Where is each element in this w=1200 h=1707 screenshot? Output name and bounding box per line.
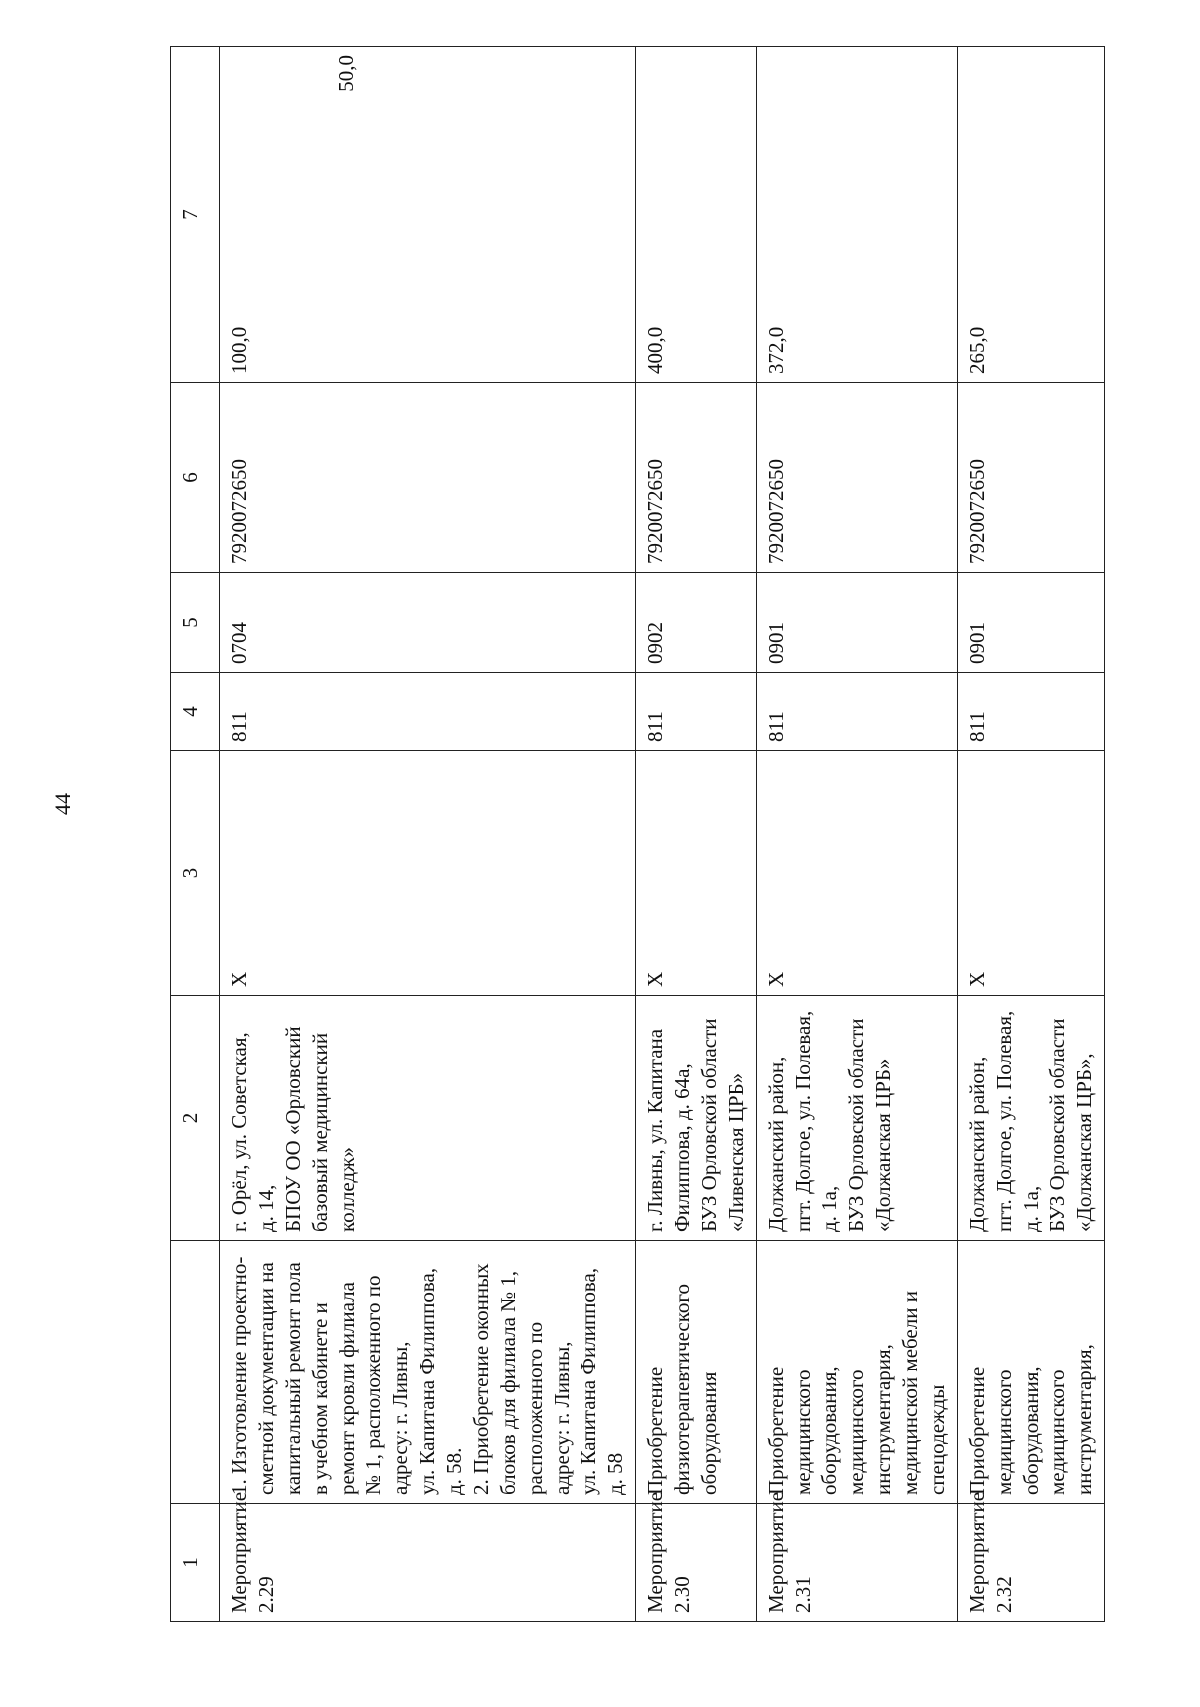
description-cell-line: оборудования <box>696 1371 721 1495</box>
col6-cell: 7920072650 <box>636 383 757 573</box>
col3-cell: Х <box>957 751 1104 996</box>
description-cell-line: медицинской мебели и <box>898 1291 922 1495</box>
description-cell-line: 1. Изготовление проектно- <box>227 1256 251 1495</box>
location-cell-line: г. Ливны, ул. Капитана <box>643 1028 668 1232</box>
amount-value: 100,0 <box>227 326 251 374</box>
header-cell <box>171 1241 220 1504</box>
description-cell-line: медицинского <box>790 1369 815 1495</box>
amount-value: 50,0 <box>333 55 358 92</box>
col5-cell: 0704 <box>220 573 636 673</box>
description-cell-line: расположенного по <box>522 1321 547 1495</box>
event-cell-line: Мероприятие <box>964 1491 989 1613</box>
description-cell <box>220 1241 636 1504</box>
amount-cell <box>756 47 957 383</box>
location-cell-line: пгт. Долгое, ул. Полевая, <box>790 1010 815 1232</box>
description-cell <box>957 1241 1104 1504</box>
amount-cell <box>636 47 757 383</box>
col5-cell: 0901 <box>957 573 1104 673</box>
event-cell-line: Мероприятие <box>643 1491 668 1613</box>
col3-cell: Х <box>220 751 636 996</box>
description-cell-line: инструментария, <box>871 1344 896 1495</box>
col6-cell: 7920072650 <box>957 383 1104 573</box>
description-cell-line: 2. Приобретение оконных <box>468 1263 493 1495</box>
col6-cell: 7920072650 <box>220 383 636 573</box>
event-cell-line: Мероприятие <box>227 1491 251 1613</box>
location-cell-line: д. 1а, <box>817 1185 842 1232</box>
amount-cell <box>957 47 1104 383</box>
location-cell-line: «Должанская ЦРБ», <box>1072 1053 1097 1232</box>
amount-value: 400,0 <box>643 326 668 374</box>
description-cell-line: капитальный ремонт пола <box>280 1262 305 1495</box>
event-cell <box>957 1491 1104 1622</box>
col5-cell: 0901 <box>756 573 957 673</box>
description-cell-line: сметной документации на <box>253 1262 278 1495</box>
location-cell-line: Должанский район, <box>763 1056 788 1232</box>
description-cell-line: оборудования, <box>817 1366 842 1495</box>
location-cell <box>220 996 636 1241</box>
description-cell-line: в учебном кабинете и <box>307 1302 332 1495</box>
description-cell-line: инструментария, <box>1072 1344 1097 1495</box>
location-cell <box>756 996 957 1241</box>
location-cell-line: БУЗ Орловской области <box>844 1018 869 1232</box>
location-cell-line: пгт. Долгое, ул. Полевая, <box>991 1010 1016 1232</box>
event-cell-line: 2.32 <box>991 1576 1016 1613</box>
location-cell-line: БУЗ Орловской области <box>1045 1018 1070 1232</box>
location-cell-line: «Должанская ЦРБ» <box>871 1058 896 1232</box>
location-cell <box>957 996 1104 1241</box>
table-row <box>756 47 957 1622</box>
header-cell: 6 <box>171 383 220 573</box>
location-cell-line: колледж» <box>334 1146 359 1232</box>
description-cell-line: д. 58. <box>442 1447 466 1495</box>
header-cell: 7 <box>171 47 220 383</box>
description-cell-line: медицинского <box>991 1369 1016 1495</box>
description-cell-line: ул. Капитана Филиппова, <box>576 1267 601 1495</box>
col4-cell: 811 <box>756 673 957 751</box>
location-cell-line: БУЗ Орловской области <box>696 1018 721 1232</box>
location-cell <box>636 996 757 1241</box>
description-cell-line: адресу: г. Ливны, <box>388 1341 413 1495</box>
location-cell-line: д. 14, <box>253 1184 278 1232</box>
header-cell: 2 <box>171 996 220 1241</box>
event-cell-line: 2.29 <box>253 1576 278 1613</box>
event-cell <box>636 1491 757 1622</box>
page-number: 44 <box>50 793 75 815</box>
description-cell <box>636 1241 757 1504</box>
table-row <box>957 47 1104 1622</box>
description-cell-line: блоков для филиала № 1, <box>495 1270 520 1495</box>
col3-cell: Х <box>636 751 757 996</box>
col4-cell: 811 <box>220 673 636 751</box>
description-cell-line: адресу: г. Ливны, <box>549 1341 574 1495</box>
description-cell <box>756 1241 957 1504</box>
location-cell-line: Должанский район, <box>964 1056 989 1232</box>
description-cell-line: д. 58 <box>603 1452 628 1495</box>
description-cell-line: медицинского <box>1045 1369 1070 1495</box>
col3-cell: Х <box>756 751 957 996</box>
col4-cell: 811 <box>957 673 1104 751</box>
amount-value: 265,0 <box>964 326 989 374</box>
location-cell-line: «Ливенская ЦРБ» <box>723 1072 748 1232</box>
header-cell: 3 <box>171 751 220 996</box>
description-cell-line: физиотерапевтического <box>670 1284 694 1495</box>
description-cell-line: № 1, расположенного по <box>361 1275 386 1495</box>
table-row <box>220 47 636 1622</box>
amount-value: 372,0 <box>763 326 788 374</box>
description-cell-line: ул. Капитана Филиппова, <box>415 1267 440 1495</box>
description-cell-line: оборудования, <box>1018 1366 1043 1495</box>
header-cell: 4 <box>171 673 220 751</box>
event-cell <box>220 1491 636 1622</box>
location-cell-line: Филиппова, д. 64а, <box>670 1063 694 1232</box>
description-cell-line: Приобретение <box>964 1366 989 1495</box>
col6-cell: 7920072650 <box>756 383 957 573</box>
header-cell: 5 <box>171 573 220 673</box>
col4-cell: 811 <box>636 673 757 751</box>
description-cell-line: медицинского <box>844 1369 869 1495</box>
amount-cell <box>220 47 636 383</box>
event-cell-line: 2.31 <box>790 1576 815 1613</box>
event-cell-line: 2.30 <box>670 1576 694 1613</box>
table-row <box>636 47 757 1622</box>
location-cell-line: д. 1а, <box>1018 1185 1043 1232</box>
description-cell-line: спецодежды <box>924 1384 949 1495</box>
event-cell-line: Мероприятие <box>763 1491 788 1613</box>
rotated-page <box>170 47 1097 1622</box>
location-cell-line: г. Орёл, ул. Советская, <box>227 1032 251 1232</box>
header-row <box>171 47 220 1622</box>
location-cell-line: БПОУ ОО «Орловский <box>280 1026 305 1232</box>
location-cell-line: базовый медицинский <box>307 1032 332 1232</box>
col5-cell: 0902 <box>636 573 757 673</box>
description-cell-line: Приобретение <box>763 1366 788 1495</box>
measures-table <box>170 46 1105 1622</box>
event-cell <box>756 1491 957 1622</box>
header-cell: 1 <box>171 1504 220 1622</box>
description-cell-line: Приобретение <box>643 1366 668 1495</box>
description-cell-line: ремонт кровли филиала <box>334 1282 359 1495</box>
